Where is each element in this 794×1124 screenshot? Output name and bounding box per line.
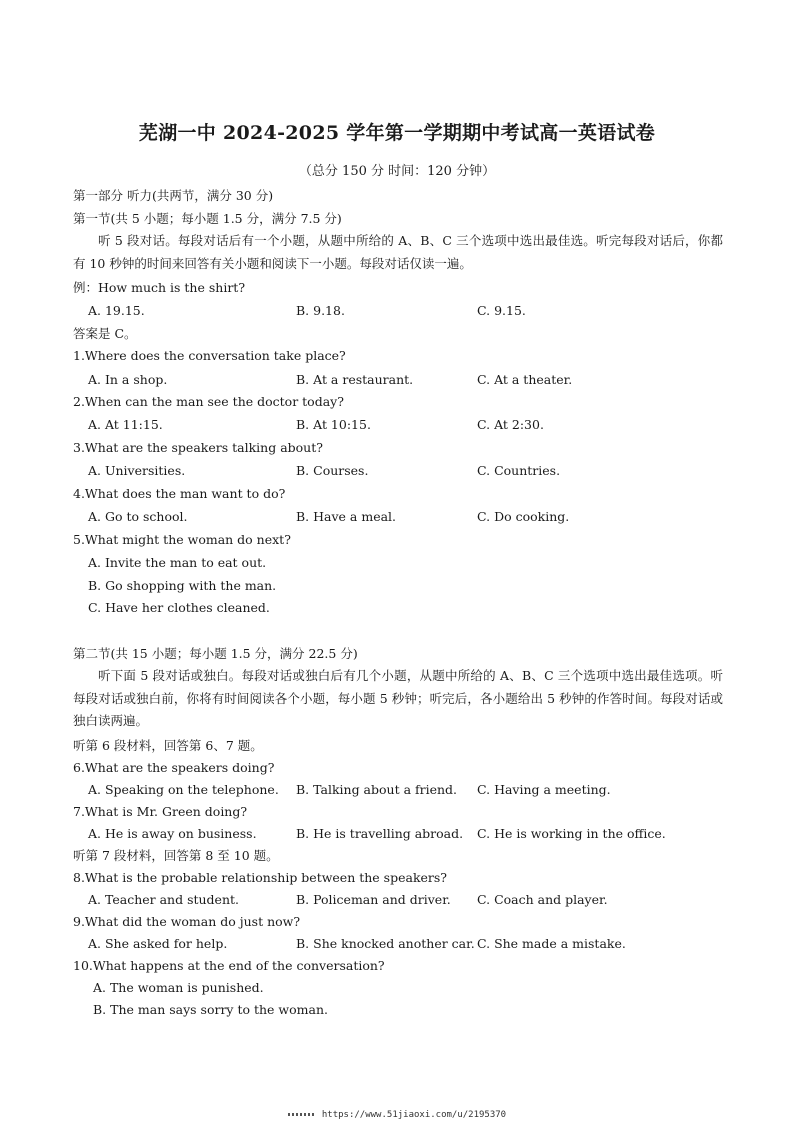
q2-option-a: A. At 11:15.: [88, 417, 163, 432]
part1-heading: 第一部分 听力(共两节，满分 30 分): [73, 188, 274, 203]
question-7: 7.What is Mr. Green doing?: [73, 804, 248, 819]
material-7-note: 听第 7 段材料，回答第 8 至 10 题。: [73, 848, 279, 863]
example-answer: 答案是 C。: [73, 326, 137, 341]
question-10: 10.What happens at the end of the conversation?: [73, 958, 385, 973]
q1-option-c: C. At a theater.: [477, 372, 573, 387]
q3-option-c: C. Countries.: [477, 463, 561, 478]
section1-instructions: 听 5 段对话。每段对话后有一个小题，从题中所给的 A、B、C 三个选项中选出最佳选。听完每段对话后，你都有 10 秒钟的时间来回答有关小题和阅读下一小题。每段对话仅读一遍。: [73, 233, 723, 271]
question-1: 1.Where does the conversation take place?: [73, 348, 346, 363]
q5-option-a: A. Invite the man to eat out.: [88, 555, 267, 570]
example-option-a: A. 19.15.: [88, 303, 145, 318]
q3-option-b: B. Courses.: [296, 463, 369, 478]
section2-instructions: 听下面 5 段对话或独白。每段对话或独白后有几个小题，从题中所给的 A、B、C 三个选项中选出最佳选项。听每段对话或独白前，你将有时间阅读各个小题，每小题 5 秒钟；听完后，各小题给出 5 秒钟的作答时间。每段对话或独白读两遍。: [73, 668, 723, 728]
q6-option-a: A. Speaking on the telephone.: [88, 782, 279, 797]
footer-watermark: [0, 1110, 794, 1120]
q7-option-a: A. He is away on business.: [88, 826, 257, 841]
q6-option-c: C. Having a meeting.: [477, 782, 611, 797]
material-6-note: 听第 6 段材料，回答第 6、7 题。: [73, 738, 263, 753]
question-4: 4.What does the man want to do?: [73, 486, 286, 501]
section1-heading: 第一节(共 5 小题；每小题 1.5 分，满分 7.5 分): [73, 211, 342, 226]
question-8: 8.What is the probable relationship between the speakers?: [73, 870, 448, 885]
q9-option-a: A. She asked for help.: [88, 936, 228, 951]
q6-option-b: B. Talking about a friend.: [296, 782, 458, 797]
question-2: 2.When can the man see the doctor today?: [73, 394, 344, 409]
example-option-b: B. 9.18.: [296, 303, 345, 318]
q9-option-c: C. She made a mistake.: [477, 936, 626, 951]
q5-option-b: B. Go shopping with the man.: [88, 578, 277, 593]
section2-heading: 第二节(共 15 小题；每小题 1.5 分，满分 22.5 分): [73, 646, 358, 661]
q8-option-a: A. Teacher and student.: [88, 892, 240, 907]
question-5: 5.What might the woman do next?: [73, 532, 291, 547]
watermark-logo-icon: [288, 1113, 316, 1116]
exam-title: 芜湖一中 2024-2025 学年第一学期期中考试高一英语试卷: [138, 122, 656, 144]
q4-option-c: C. Do cooking.: [477, 509, 570, 524]
q8-option-c: C. Coach and player.: [477, 892, 608, 907]
q7-option-b: B. He is travelling abroad.: [296, 826, 464, 841]
q10-option-b: B. The man says sorry to the woman.: [93, 1002, 328, 1017]
footer-url[interactable]: https://www.51jiaoxi.com/u/2195370: [321, 1110, 507, 1120]
q9-option-b: B. She knocked another car.: [296, 936, 475, 951]
exam-subtitle: （总分 150 分 时间：120 分钟）: [298, 164, 496, 179]
question-9: 9.What did the woman do just now?: [73, 914, 301, 929]
q3-option-a: A. Universities.: [88, 463, 186, 478]
example-option-c: C. 9.15.: [477, 303, 526, 318]
q2-option-b: B. At 10:15.: [296, 417, 371, 432]
q1-option-b: B. At a restaurant.: [296, 372, 414, 387]
question-3: 3.What are the speakers talking about?: [73, 440, 323, 455]
example-question: 例：How much is the shirt?: [73, 280, 246, 295]
q10-option-a: A. The woman is punished.: [93, 980, 264, 995]
q2-option-c: C. At 2:30.: [477, 417, 544, 432]
q8-option-b: B. Policeman and driver.: [296, 892, 451, 907]
q7-option-c: C. He is working in the office.: [477, 826, 666, 841]
q1-option-a: A. In a shop.: [88, 372, 168, 387]
question-6: 6.What are the speakers doing?: [73, 760, 275, 775]
q5-option-c: C. Have her clothes cleaned.: [88, 600, 270, 615]
q4-option-a: A. Go to school.: [88, 509, 188, 524]
q4-option-b: B. Have a meal.: [296, 509, 397, 524]
